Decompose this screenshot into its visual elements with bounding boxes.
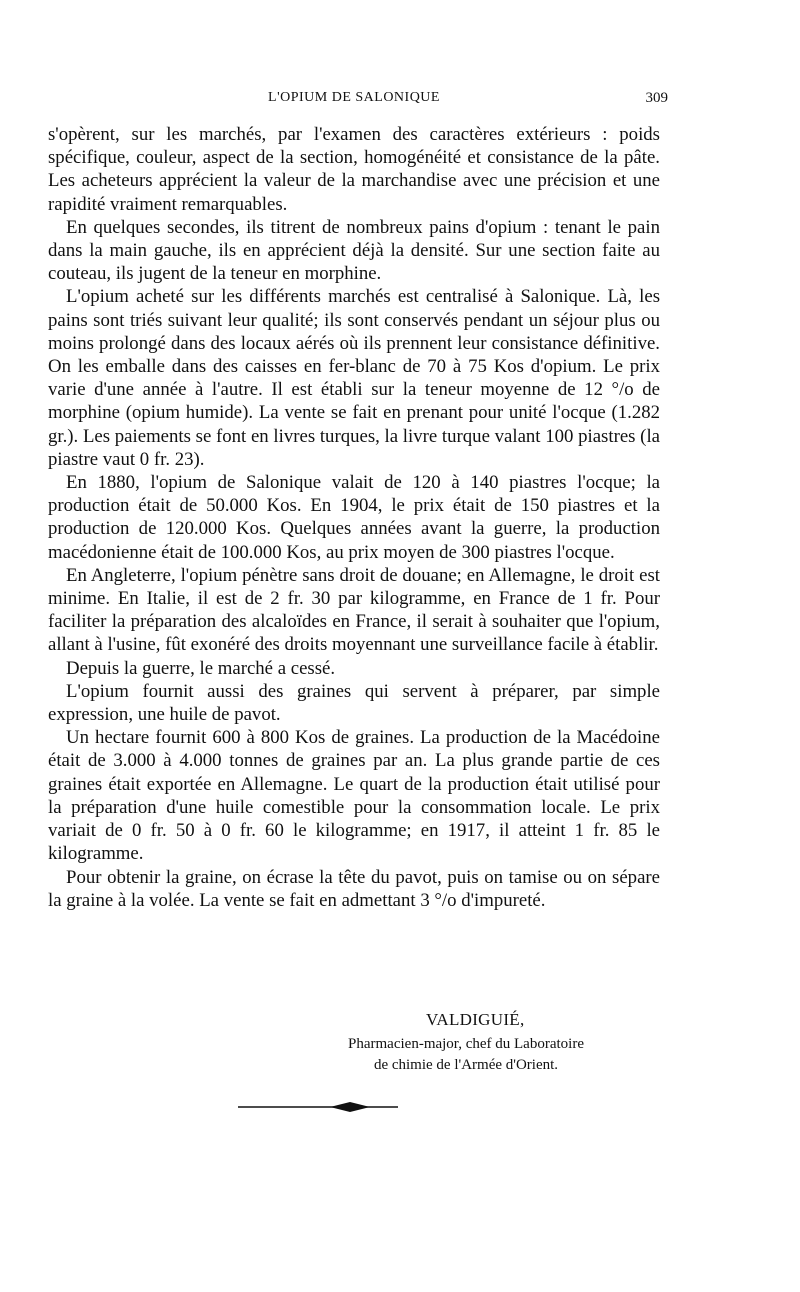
paragraph: Un hectare fournit 600 à 800 Kos de graines. La production de la Macédoine était de 3.000 à 4.000 tonnes de graines par an. La plus grande partie de ces graines était exportée en Allemagne. Le quart de la production était utilisé pour la préparation d'une huile comestible pour la consommation locale. Le prix variait de 0 fr. 50 à 0 fr. 60 le kilogramme; en 1917, il atteint 1 fr. 85 le kilogramme. — [48, 727, 660, 865]
page-number: 309 — [645, 90, 668, 106]
page-header — [48, 90, 668, 112]
paragraph: L'opium acheté sur les différents marchés est centralisé à Salonique. Là, les pains sont triés suivant leur qualité; ils sont conservés pendant un séjour plus ou moins prolongé dans des locaux aérés où ils prennent leur consistance définitive. On les emballe dans des caisses en fer-blanc de 70 à 75 Kos d'opium. Le prix varie d'une année à l'autre. Il est établi sur la teneur moyenne de 12 °/o de morphine (opium humide). La vente se fait en prenant pour unité l'ocque (1.282 gr.). Les paiements se font en livres turques, la livre turque valant 100 piastres (la piastre vaut 0 fr. 23). — [48, 286, 660, 470]
affiliation-line: de chimie de l'Armée d'Orient. — [373, 1057, 559, 1073]
paragraph: Depuis la guerre, le marché a cessé. — [66, 657, 336, 679]
paragraph: L'opium fournit aussi des graines qui servent à préparer, par simple expression, une huile de pavot. — [48, 680, 660, 726]
running-title: L'OPIUM DE SALONIQUE — [268, 90, 440, 105]
paragraph: En quelques secondes, ils titrent de nombreux pains d'opium : tenant le pain dans la main gauche, ils en apprécient déjà la densité. Sur une section faite au couteau, ils jugent de la teneur en morphine. — [48, 216, 660, 285]
affiliation-line: Pharmacien-major, chef du Laboratoire — [348, 1036, 584, 1052]
author-affiliation — [316, 1034, 616, 1076]
end-ornament — [238, 1099, 398, 1115]
paragraph-continuation: s'opèrent, sur les marchés, par l'examen des caractères extérieurs : poids spécifique, couleur, aspect de la section, homogénéité et consistance de la pâte. Les acheteurs apprécient la valeur de la marchandise avec une précision et une rapidité vraiment remarquables. — [48, 124, 660, 215]
body-text — [48, 123, 660, 912]
paragraph: Pour obtenir la graine, on écrase la tête du pavot, puis on tamise ou on sépare la graine à la volée. La vente se fait en admettant 3 °/o d'impureté. — [48, 866, 660, 911]
paragraph: En 1880, l'opium de Salonique valait de 120 à 140 piastres l'ocque; la production était de 50.000 Kos. En 1904, le prix était de 150 piastres et la production de 120.000 Kos. Quelques années avant la guerre, la production macédonienne était de 100.000 Kos, au prix moyen de 300 piastres l'ocque. — [48, 472, 660, 563]
author-signature: VALDIGUIÉ, — [426, 1010, 525, 1029]
paragraph: En Angleterre, l'opium pénètre sans droit de douane; en Allemagne, le droit est minime. En Italie, il est de 2 fr. 30 par kilogramme, en France de 1 fr. Pour faciliter la préparation des alcaloïdes en France, il serait à souhaiter que l'opium, allant à l'usine, fût exonéré des droits moyennant une surveillance facile à établir. — [48, 564, 660, 656]
